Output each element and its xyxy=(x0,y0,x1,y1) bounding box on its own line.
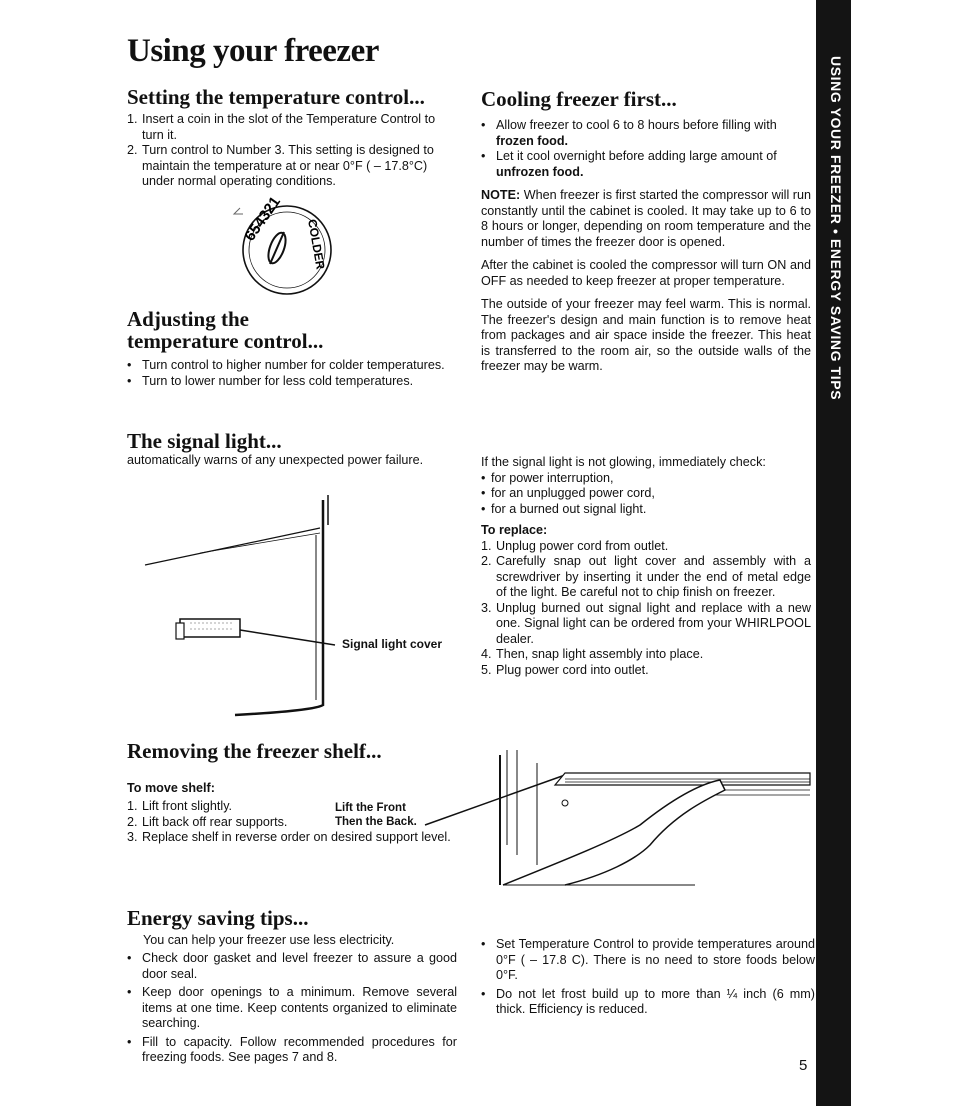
list-item: 1. Insert a coin in the slot of the Temperature Control to turn it. xyxy=(127,112,436,142)
signal-cover-label: Signal light cover xyxy=(342,637,443,651)
adjusting-heading-line1: Adjusting the xyxy=(127,307,249,331)
replace-heading: To replace: xyxy=(481,523,548,537)
signal-intro: automatically warns of any unexpected power failure. xyxy=(127,453,424,467)
shelf-removal-illustration xyxy=(425,745,815,890)
shelf-subheading: To move shelf: xyxy=(127,781,215,795)
energy-heading: Energy saving tips... xyxy=(127,906,309,930)
list-item: 4. Then, snap light assembly into place. xyxy=(481,647,704,661)
list-item: 1. Lift front slightly. xyxy=(127,799,233,813)
list-item: • Turn to lower number for less cold temperatures. xyxy=(127,373,414,388)
sidebar-tab xyxy=(816,0,851,1106)
list-item: • Allow freezer to cool 6 to 8 hours before filling with frozen food. xyxy=(481,118,777,148)
list-item: 2. Carefully snap out light cover and assembly with a screwdriver by inserting it under the end of metal edge of the light. Be careful not to chip finish on freezer. xyxy=(481,554,811,599)
energy-left-bullets xyxy=(127,951,457,1066)
shelf-heading: Removing the freezer shelf... xyxy=(127,739,382,763)
check-intro: If the signal light is not glowing, immediately check: xyxy=(481,455,766,469)
cooling-section xyxy=(481,118,811,383)
list-item: • Check door gasket and level freezer to assure a good door seal. xyxy=(127,951,457,981)
list-item: • for an unplugged power cord, xyxy=(481,486,655,500)
list-item: • Fill to capacity. Follow recommended procedures for freezing foods. See pages 7 and 8. xyxy=(127,1034,457,1064)
list-item: • Keep door openings to a minimum. Remove several items at one time. Keep contents organized to eliminate searching. xyxy=(127,985,457,1030)
adjusting-heading xyxy=(127,308,323,352)
dial-numbers: 654321 xyxy=(241,193,284,245)
list-item: 2. Lift back off rear supports. xyxy=(127,814,288,829)
list-item: 3. Replace shelf in reverse order on desired support level. xyxy=(127,830,451,844)
callout-line-1: Lift the Front xyxy=(335,802,406,814)
dial-colder-label: COLDER xyxy=(305,218,328,271)
list-item: • Set Temperature Control to provide temperatures around 0°F ( – 17.8 C). There is no need to store foods below 0°F. xyxy=(481,937,815,982)
cooling-para-3: The outside of your freezer may feel warm. This is normal. The freezer's design and main function is to remove heat from packages and air space inside the freezer. This heat is transferred to the room air, so the outside walls of the freezer may be warm. xyxy=(481,297,811,373)
list-item: 1. Unplug power cord from outlet. xyxy=(481,538,669,553)
energy-right-bullets xyxy=(481,937,815,1018)
cooling-heading: Cooling freezer first... xyxy=(481,87,677,111)
callout-line-2: Then the Back. xyxy=(335,816,417,828)
cooling-note: NOTE: When freezer is first started the compressor will run constantly until the cabinet is cooled. It may take up to 6 to 8 hours or longer, depending on room temperature and the number of times the freezer door is opened. xyxy=(481,188,811,249)
adjusting-heading-line2: temperature control... xyxy=(127,329,324,353)
adjusting-bullets xyxy=(127,358,457,389)
list-item: • Do not let frost build up to more than ¼ inch (6 mm) thick. Efficiency is reduced. xyxy=(481,986,815,1016)
signal-heading: The signal light... xyxy=(127,429,282,453)
list-item: • for power interruption, xyxy=(481,470,614,485)
signal-check-section xyxy=(481,455,811,678)
page-title: Using your freezer xyxy=(127,33,379,69)
sidebar-label: USING YOUR FREEZER • ENERGY SAVING TIPS xyxy=(828,56,844,401)
cooling-para-2: After the cabinet is cooled the compressor will turn ON and OFF as needed to keep freezer at proper temperature. xyxy=(481,258,811,288)
energy-intro: You can help your freezer use less electricity. xyxy=(143,933,395,947)
list-item: • Let it cool overnight before adding large amount of unfrozen food. xyxy=(481,149,777,179)
signal-light-illustration xyxy=(140,495,340,720)
list-item: • Turn control to higher number for colder temperatures. xyxy=(127,358,445,372)
list-item: 3. Unplug burned out signal light and replace with a new one. Signal light can be ordered from your WHIRLPOOL dealer. xyxy=(481,600,811,646)
temperature-steps xyxy=(127,112,457,190)
list-item: 2. Turn control to Number 3. This setting is designed to maintain the temperature at or near 0°F ( – 17.8°C) under normal operating conditions. xyxy=(127,143,434,188)
list-item: 5. Plug power cord into outlet. xyxy=(481,662,649,677)
page-number: 5 xyxy=(799,1057,808,1074)
temperature-dial-illustration xyxy=(230,193,340,298)
shelf-callout xyxy=(335,801,417,829)
setting-temperature-heading: Setting the temperature control... xyxy=(127,85,425,109)
list-item: • for a burned out signal light. xyxy=(481,501,647,516)
